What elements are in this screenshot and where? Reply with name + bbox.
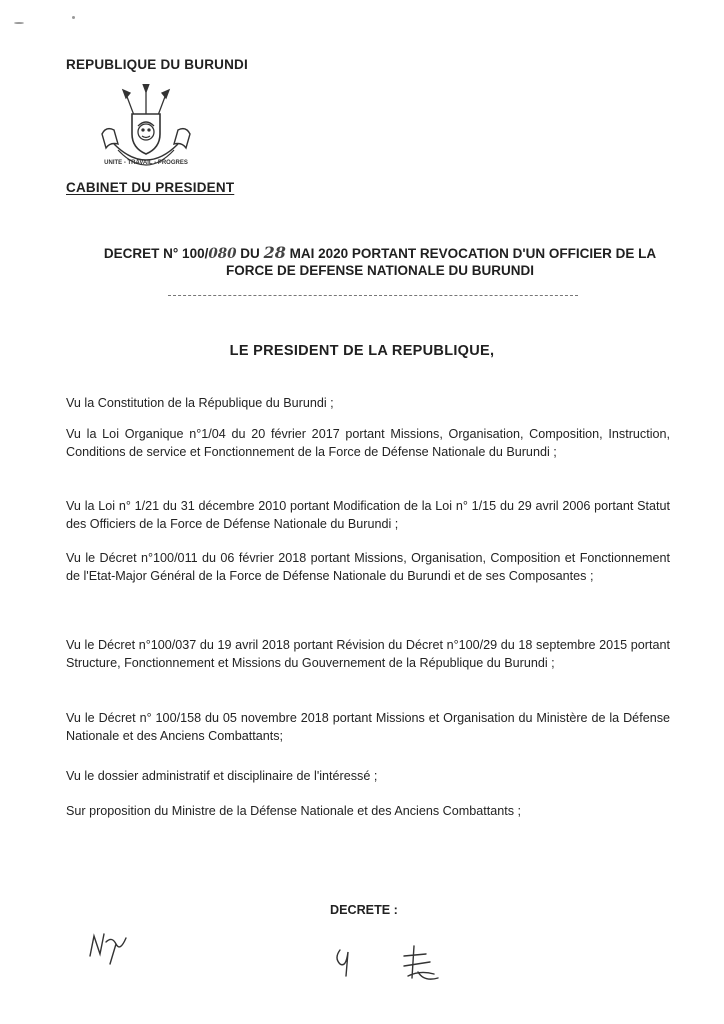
paragraph-decret-ministere: Vu le Décret n° 100/158 du 05 novembre 2018 portant Missions et Organisation du Ministère de la Défense Nationale et des Anciens Combattants; [66,711,670,743]
president-heading: LE PRESIDENT DE LA REPUBLIQUE, [229,343,495,359]
signature-mark-icon [330,942,460,988]
title-separator [168,295,578,296]
decree-day-handwritten: 28 [263,243,286,262]
paragraph-decret-gouvernement: Vu le Décret n°100/037 du 19 avril 2018 portant Révision du Décret n°100/29 du 18 septembre 2015 portant Structure, Fonctionnement et Missions du Gouvernement de la République du Burundi ; [66,638,670,670]
paragraph-constitution: Vu la Constitution de la République du Burundi ; [66,396,334,410]
decree-title-line1 [60,244,700,263]
paragraph-loi-organique: Vu la Loi Organique n°1/04 du 20 février 2017 portant Missions, Organisation, Composition, Instruction, Conditions de service et Fonctionnement de la Force de Défense Nationale du Burundi ; [66,427,670,459]
republic-header: REPUBLIQUE DU BURUNDI [66,57,248,72]
decrete-heading: DECRETE : [330,903,398,917]
emblem-motto: UNITE - TRAVAIL - PROGRES [104,160,188,166]
decree-line1-rest: MAI 2020 PORTANT REVOCATION D'UN OFFICIER DE LA [289,246,657,261]
scan-speck [72,16,75,19]
paragraph-loi-statut: Vu la Loi n° 1/21 du 31 décembre 2010 portant Modification de la Loi n° 1/15 du 29 avril 2006 portant Statut des Officiers de la Force de Défense Nationale du Burundi ; [66,499,670,531]
scan-speck [14,22,24,24]
decree-number-handwritten: 080 [208,246,237,262]
coat-of-arms-icon [96,84,196,178]
paragraph-proposition: Sur proposition du Ministre de la Défense Nationale et des Anciens Combattants ; [66,804,522,818]
cabinet-header: CABINET DU PRESIDENT [66,180,235,195]
paragraph-dossier: Vu le dossier administratif et disciplinaire de l'intéressé ; [66,769,378,783]
paragraph-decret-etat-major: Vu le Décret n°100/011 du 06 février 2018 portant Missions, Organisation, Composition et Fonctionnement de l'Etat-Major Général de la Force de Défense Nationale du Burundi et de ses Composantes ; [66,551,670,583]
decree-prefix: DECRET N° 100/ [103,246,209,261]
initials-mark-icon [86,928,132,968]
decree-du: DU [240,246,260,261]
decree-title-line2: FORCE DE DEFENSE NATIONALE DU BURUNDI [225,263,534,278]
